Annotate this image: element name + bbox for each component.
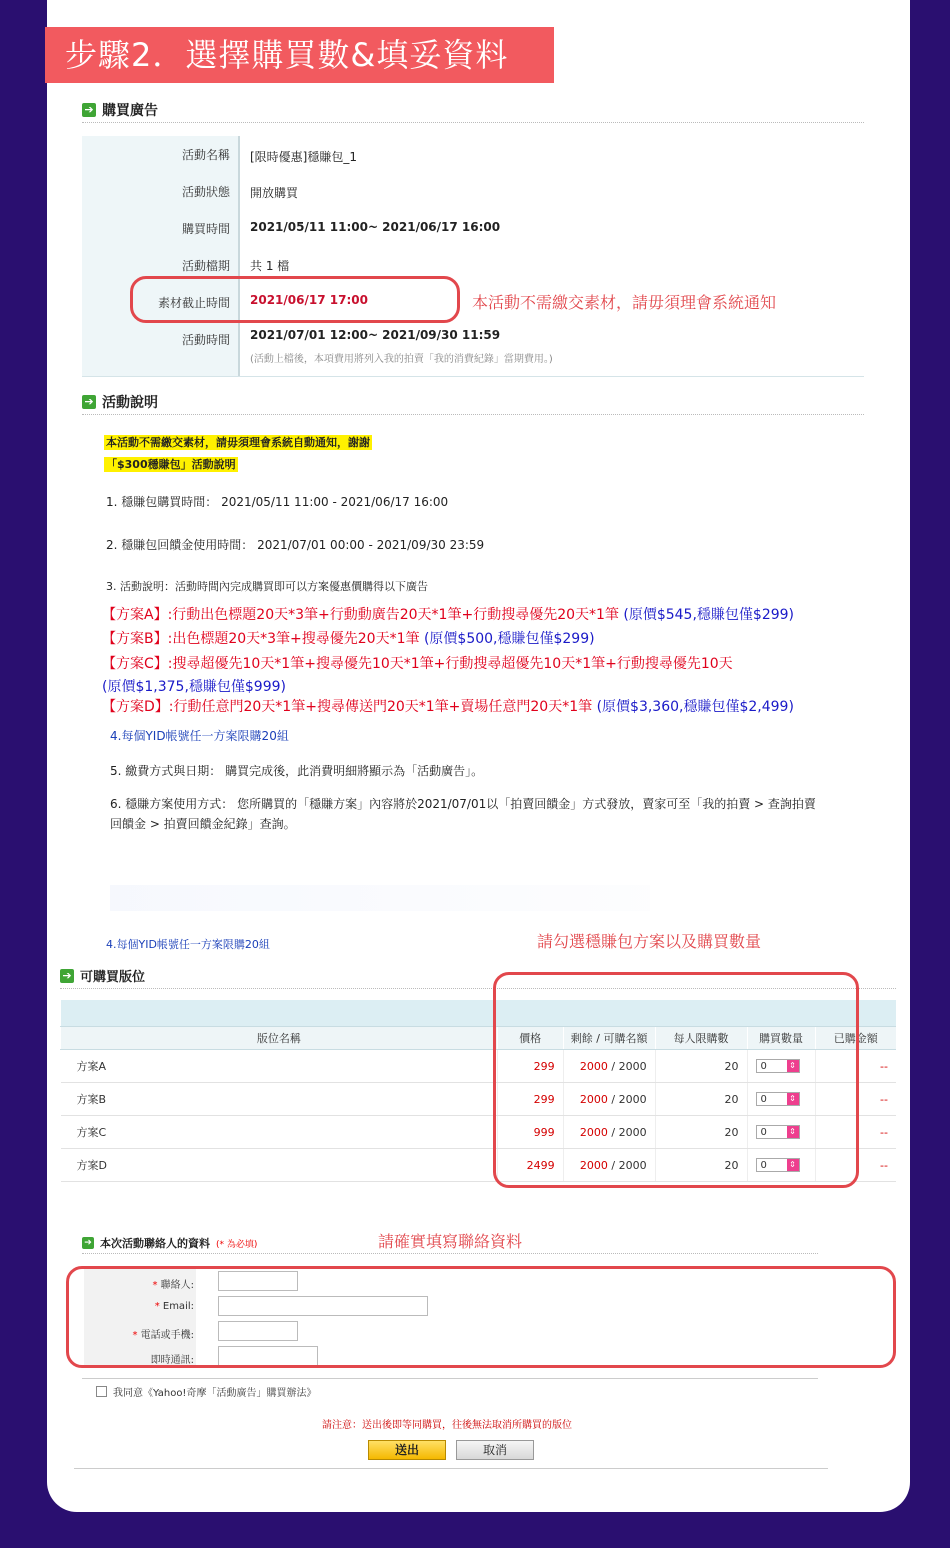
plan-b-line: 【方案B】:出色標題20天*3筆+搜尋優先20天*1筆 (原價$500,穩賺包僅$299) bbox=[102, 631, 595, 647]
step-banner: 步驟2．選擇購買數&填妥資料 bbox=[45, 27, 554, 83]
chevron-updown-icon: ⇕ bbox=[787, 1093, 799, 1105]
plan-d-line: 【方案D】:行動任意門20天*1筆+搜尋傳送門20天*1筆+賣場任意門20天*1筆 (原價$3,360,穩賺包僅$2,499) bbox=[102, 699, 794, 715]
col-bought: 已購金額 bbox=[815, 1027, 896, 1050]
highlight-box-contact bbox=[66, 1266, 896, 1368]
required-note: (* 為必填) bbox=[216, 1239, 258, 1250]
label-messenger: 即時通訊: bbox=[150, 1355, 194, 1366]
plan-c-price-line: (原價$1,375,穩賺包僅$999) bbox=[102, 679, 286, 695]
highlight-box-deadline bbox=[130, 276, 460, 323]
value-purchase-time: 2021/05/11 11:00~ 2021/06/17 16:00 bbox=[250, 220, 501, 234]
plan-remaining: 2000 bbox=[579, 1158, 608, 1172]
description-section-header bbox=[82, 392, 158, 412]
label-activity-slots: 活動檔期 bbox=[181, 259, 230, 273]
label-material-deadline: 素材截止時間 bbox=[157, 296, 230, 310]
plan-limit: 20 bbox=[655, 1050, 747, 1083]
agree-checkbox[interactable] bbox=[96, 1386, 107, 1397]
plan-bought: -- bbox=[815, 1149, 896, 1182]
submit-button[interactable]: 送出 bbox=[368, 1440, 446, 1460]
plan-limit: 20 bbox=[655, 1149, 747, 1182]
value-activity-name: [限時優惠]穩賺包_1 bbox=[250, 150, 357, 164]
label-email: * Email: bbox=[154, 1301, 194, 1312]
label-activity-status: 活動狀態 bbox=[181, 185, 230, 199]
desc-item-6-cont: 回饋金 > 拍賣回饋金紀錄」查詢。 bbox=[110, 817, 296, 831]
limit-note: 4.每個YID帳號任一方案限購20組 bbox=[110, 729, 289, 743]
label-contact-person: * 聯絡人: bbox=[152, 1280, 194, 1291]
label-activity-period: 活動時間 bbox=[181, 333, 230, 347]
label-activity-name: 活動名稱 bbox=[181, 148, 230, 162]
plan-remaining: 2000 bbox=[579, 1059, 608, 1073]
highlight-box-plans bbox=[493, 972, 859, 1188]
cancel-button[interactable]: 取消 bbox=[456, 1440, 534, 1460]
campaign-highlight: 「$300穩賺包」活動說明 bbox=[106, 458, 236, 471]
desc-item-2: 2. 穩賺包回饋金使用時間： 2021/07/01 00:00 - 2021/09/30 23:59 bbox=[106, 538, 485, 552]
arrow-right-icon: ➔ bbox=[82, 103, 96, 117]
col-limit: 每人限購數 bbox=[655, 1027, 747, 1050]
plan-bought: -- bbox=[815, 1116, 896, 1149]
plan-remaining: 2000 bbox=[579, 1125, 608, 1139]
value-activity-period: 2021/07/01 12:00~ 2021/09/30 11:59 bbox=[250, 328, 501, 342]
arrow-right-icon: ➔ bbox=[82, 1237, 94, 1249]
available-section-header bbox=[60, 966, 145, 985]
plan-name: 方案C bbox=[61, 1116, 498, 1149]
annotation-select-plan: 請勾選穩賺包方案以及購買數量 bbox=[537, 932, 762, 951]
agree-row bbox=[96, 1384, 316, 1399]
desc-item-3: 3. 活動說明：活動時間內完成購買即可以方案優惠價購得以下廣告 bbox=[106, 580, 428, 593]
plan-total: / 2000 bbox=[611, 1158, 647, 1172]
available-section-title: 可購買版位 bbox=[80, 970, 146, 985]
plan-name: 方案B bbox=[61, 1083, 498, 1116]
agree-label: 我同意《Yahoo!奇摩「活動廣告」購買辦法》 bbox=[113, 1388, 317, 1399]
quantity-select[interactable]: 0 ⇕ bbox=[756, 1059, 800, 1073]
quantity-select[interactable]: 0 ⇕ bbox=[756, 1158, 800, 1172]
arrow-right-icon: ➔ bbox=[82, 395, 96, 409]
col-quantity: 購買數量 bbox=[747, 1027, 815, 1050]
purchase-section-header bbox=[82, 100, 158, 120]
plan-limit: 20 bbox=[655, 1116, 747, 1149]
chevron-updown-icon: ⇕ bbox=[787, 1060, 799, 1072]
col-name: 版位名稱 bbox=[61, 1027, 498, 1050]
arrow-right-icon: ➔ bbox=[60, 969, 74, 983]
plan-price: 999 bbox=[497, 1116, 563, 1149]
col-remaining: 剩餘 / 可購名額 bbox=[563, 1027, 655, 1050]
purchase-section-title: 購買廣告 bbox=[102, 103, 158, 119]
plan-name: 方案D bbox=[61, 1149, 498, 1182]
plan-price: 299 bbox=[497, 1083, 563, 1116]
plan-limit: 20 bbox=[655, 1083, 747, 1116]
quantity-select[interactable]: 0 ⇕ bbox=[756, 1125, 800, 1139]
desc-item-5: 5. 繳費方式與日期： 購買完成後，此消費明細將顯示為「活動廣告」。 bbox=[110, 764, 484, 778]
value-activity-status: 開放購買 bbox=[250, 186, 299, 200]
plan-price: 2499 bbox=[497, 1149, 563, 1182]
chevron-updown-icon: ⇕ bbox=[787, 1159, 799, 1171]
submit-warning: 請注意：送出後即等同購買，往後無法取消所購買的版位 bbox=[322, 1420, 572, 1431]
value-activity-slots: 共 1 檔 bbox=[250, 259, 290, 273]
desc-item-1: 1. 穩賺包購買時間： 2021/05/11 11:00 - 2021/06/17 16:00 bbox=[106, 495, 449, 509]
value-material-deadline: 2021/06/17 17:00 bbox=[250, 293, 368, 307]
plan-a-line: 【方案A】:行動出色標題20天*3筆+行動動廣告20天*1筆+行動搜尋優先20天*1筆 (原價$545,穩賺包僅$299) bbox=[102, 607, 795, 623]
notice-highlight: 本活動不需繳交素材，請毋須理會系統自動通知，謝謝 bbox=[106, 436, 370, 449]
plan-total: / 2000 bbox=[611, 1125, 647, 1139]
label-phone: * 電話或手機: bbox=[132, 1330, 194, 1341]
col-price: 價格 bbox=[497, 1027, 563, 1050]
plan-name: 方案A bbox=[61, 1050, 498, 1083]
chevron-updown-icon: ⇕ bbox=[787, 1126, 799, 1138]
annotation-contact: 請確實填寫聯絡資料 bbox=[378, 1232, 523, 1251]
label-purchase-time: 購買時間 bbox=[181, 222, 230, 236]
quantity-select[interactable]: 0 ⇕ bbox=[756, 1092, 800, 1106]
plan-total: / 2000 bbox=[611, 1059, 647, 1073]
plan-bought: -- bbox=[815, 1050, 896, 1083]
desc-item-6: 6. 穩賺方案使用方式： 您所購買的「穩賺方案」內容將於2021/07/01以「拍賣回饋金」方式發放，賣家可至「我的拍賣 > 查詢拍賣 bbox=[110, 797, 816, 811]
limit-note-repeat: 4.每個YID帳號任一方案限購20組 bbox=[106, 938, 270, 951]
plan-remaining: 2000 bbox=[579, 1092, 608, 1106]
contact-section-title: 本次活動聯絡人的資料 bbox=[100, 1237, 210, 1250]
plan-bought: -- bbox=[815, 1083, 896, 1116]
description-section-title: 活動說明 bbox=[102, 395, 158, 411]
activity-period-note: (活動上檔後，本項費用將列入我的拍賣「我的消費紀錄」當期費用。) bbox=[250, 354, 553, 365]
plan-price: 299 bbox=[497, 1050, 563, 1083]
contact-section-header bbox=[82, 1235, 257, 1251]
annotation-no-material: 本活動不需繳交素材，請毋須理會系統通知 bbox=[472, 293, 777, 312]
plan-total: / 2000 bbox=[611, 1092, 647, 1106]
plan-c-line: 【方案C】:搜尋超優先10天*1筆+搜尋優先10天*1筆+行動搜尋超優先10天*1筆+行動搜尋優先10天 bbox=[102, 656, 733, 672]
